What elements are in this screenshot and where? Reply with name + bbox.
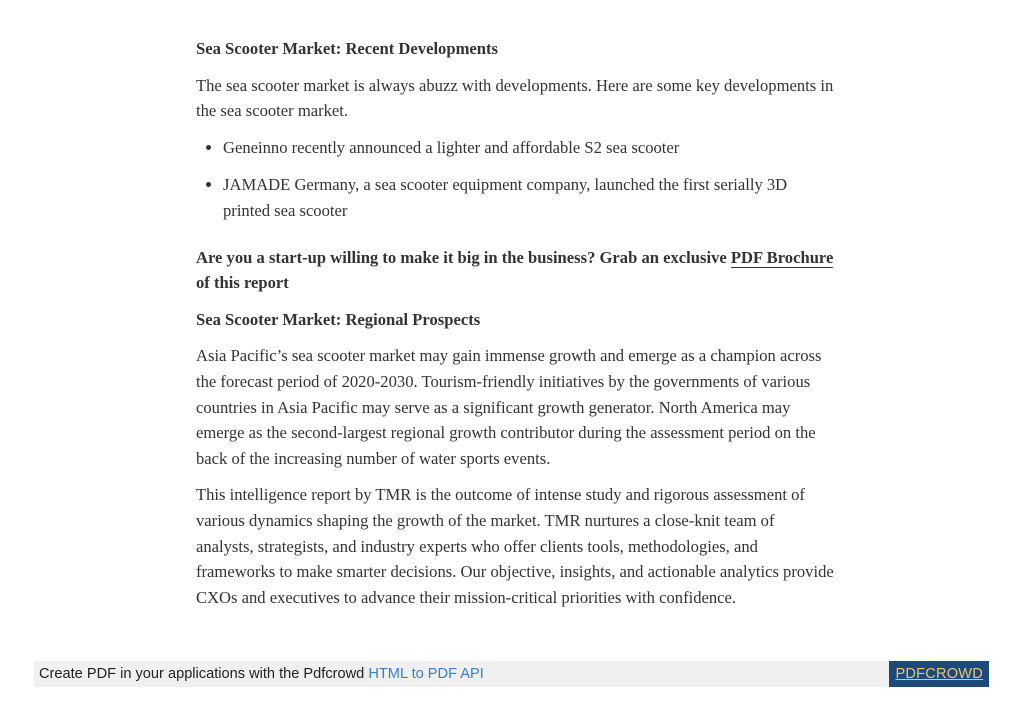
closing-paragraph: This intelligence report by TMR is the outcome of intense study and rigorous assessment of various dynamics shaping the growth of the market. TMR nurtures a close-knit team of analysts, strategists, and industry experts who offer clients tools, methodologies, and frameworks to make smarter decisions. Our objective, insights, and actionable analytics provide CXOs and executives to advance their mission-critical priorities with confidence. <box>196 485 834 607</box>
list-item: • Geneinno recently announced a lighter and affordable S2 sea scooter <box>223 135 836 161</box>
developments-list <box>196 135 836 224</box>
article-body <box>196 36 836 621</box>
cta-prefix: Are you a start-up willing to make it big in the business? Grab an exclusive <box>196 247 731 267</box>
recent-developments-intro: The sea scooter market is always abuzz with developments. Here are some key developments in the sea scooter market. <box>196 75 834 121</box>
regional-prospects-paragraph: Asia Pacific’s sea scooter market may gain immense growth and emerge as a champion across the forecast period of 2020-2030. Tourism-friendly initiatives by the governments of various countries in Asia Pacific may serve as a significant growth generator. North America may emerge as the second-largest regional growth contributor during the assessment period on the back of the increasing number of water sports events. <box>196 346 822 468</box>
cta-suffix: of this report <box>196 273 289 293</box>
footer-text <box>39 666 484 682</box>
recent-developments-heading: Sea Scooter Market: Recent Developments <box>196 39 498 58</box>
list-item: • JAMADE Germany, a sea scooter equipment company, launched the first serially 3D printed sea scooter <box>223 172 836 223</box>
footer-label: Create PDF in your applications with the Pdfcrowd <box>39 666 369 682</box>
brochure-call-to-action <box>196 245 836 296</box>
regional-prospects-heading: Sea Scooter Market: Regional Prospects <box>196 309 481 329</box>
pdfcrowd-footer-bar <box>34 661 989 687</box>
pdf-brochure-link[interactable]: PDF Brochure <box>730 247 834 267</box>
pdfcrowd-brand-button[interactable]: PDFCROWD <box>889 661 989 687</box>
html-to-pdf-api-link[interactable]: HTML to PDF API <box>368 666 484 682</box>
